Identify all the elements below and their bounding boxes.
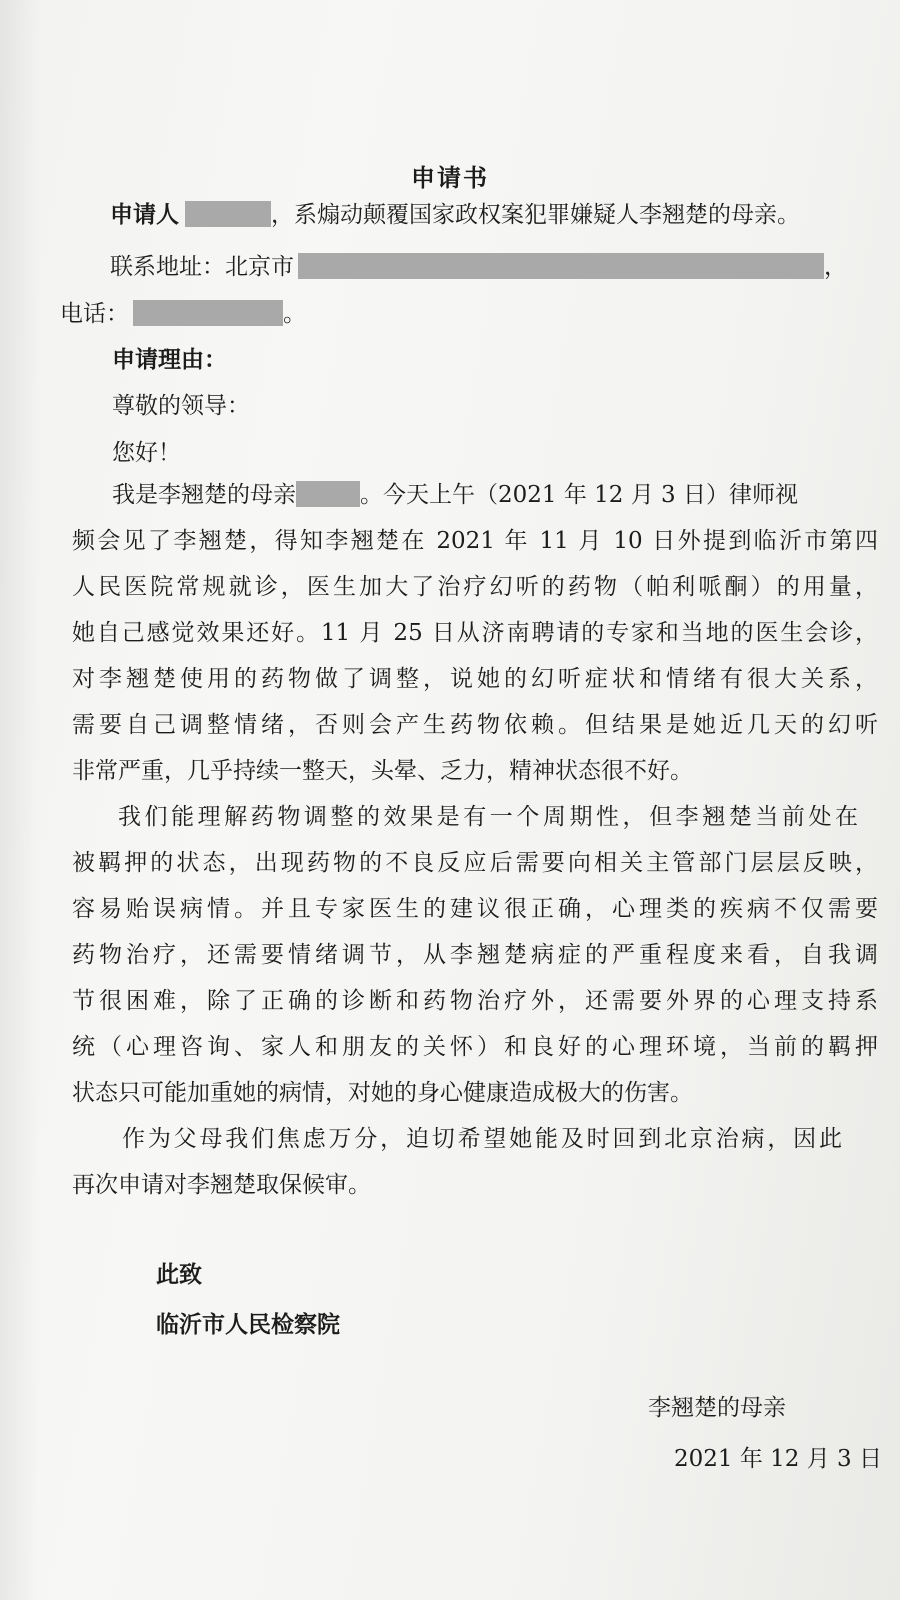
redacted-phone [133,300,283,326]
paragraph2-line: 我们能理解药物调整的效果是有一个周期性，但李翘楚当前处在 [118,804,858,830]
paragraph1-line: 她自己感觉效果还好。11 月 25 日从济南聘请的专家和当地的医生会诊， [72,620,878,646]
paragraph3-line: 作为父母我们焦虑万分，迫切希望她能及时回到北京治病，因此 [122,1126,842,1152]
reason-heading: 申请理由： [112,346,227,373]
page-shadow [0,0,40,1600]
signature-name: 李翘楚的母亲 [648,1395,786,1421]
address-label: 联系地址：北京市 [110,254,294,280]
paragraph1-line: 非常严重，几乎持续一整天，头晕、乏力，精神状态很不好。 [72,758,693,784]
paragraph1-line: 频会见了李翘楚，得知李翘楚在 2021 年 11 月 10 日外提到临沂市第四 [72,528,878,554]
closing-recipient: 临沂市人民检察院 [156,1311,340,1338]
phone-line [60,299,306,329]
document-title: 申请书 [411,163,489,192]
paragraph2-line: 节很困难，除了正确的诊断和药物治疗外，还需要外界的心理支持系 [72,988,878,1014]
paragraph3-line: 再次申请对李翘楚取保候审。 [72,1172,371,1198]
paragraph2-line: 状态只可能加重她的病情，对她的身心健康造成极大的伤害。 [72,1080,693,1106]
phone-label: 电话： [60,301,129,327]
paragraph1-line: 人民医院常规就诊，医生加大了治疗幻听的药物（帕利哌酮）的用量， [72,574,878,600]
paragraph1-line1 [112,480,798,510]
paragraph1-line1-prefix: 我是李翘楚的母亲 [112,482,296,508]
signature-date: 2021 年 12 月 3 日 [674,1446,882,1472]
paragraph2-line: 药物治疗，还需要情绪调节，从李翘楚病症的严重程度来看，自我调 [72,942,878,968]
applicant-label: 申请人 [110,201,179,228]
paragraph2-line: 被羁押的状态，出现药物的不良反应后需要向相关主管部门层层反映， [72,850,878,876]
paragraph2-line: 统（心理咨询、家人和朋友的关怀）和良好的心理环境，当前的羁押 [72,1034,878,1060]
salutation: 尊敬的领导： [112,393,250,419]
phone-suffix: 。 [283,301,306,327]
paragraph1-line: 对李翘楚使用的药物做了调整，说她的幻听症状和情绪有很大关系， [72,666,878,692]
paragraph1-line1-suffix: 。今天上午（2021 年 12 月 3 日）律师视 [360,482,798,508]
paragraph1-line: 需要自己调整情绪，否则会产生药物依赖。但结果是她近几天的幻听 [72,712,878,738]
applicant-description: ，系煽动颠覆国家政权案犯罪嫌疑人李翘楚的母亲。 [271,202,800,228]
address-suffix: ， [824,254,847,280]
redacted-mother-name [296,481,360,507]
address-line [110,252,847,282]
redacted-address [298,253,824,279]
applicant-line [110,200,800,230]
closing-to: 此致 [156,1261,202,1288]
greeting: 您好！ [112,440,181,466]
redacted-applicant-name [185,201,271,227]
paragraph2-line: 容易贻误病情。并且专家医生的建议很正确，心理类的疾病不仅需要 [72,896,878,922]
